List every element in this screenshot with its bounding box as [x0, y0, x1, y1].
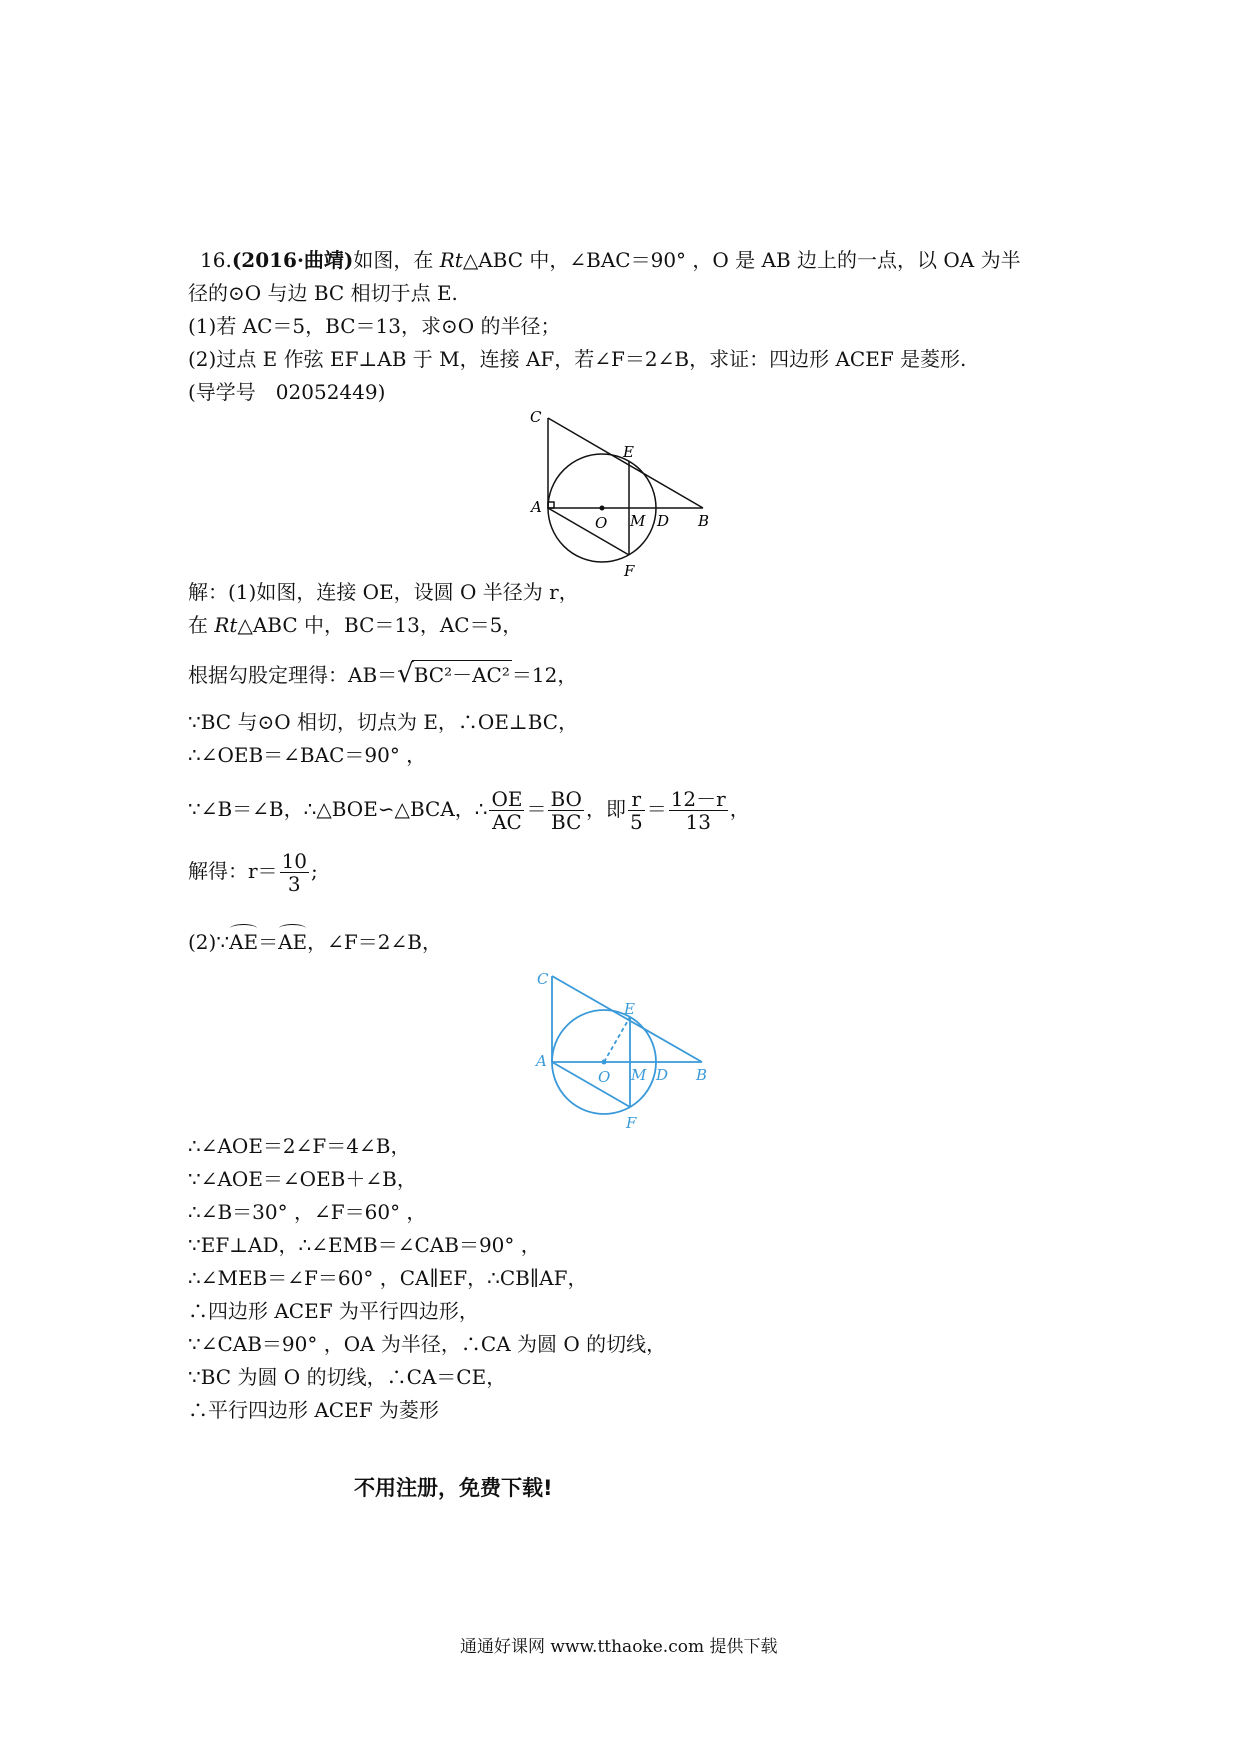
sol-text: ，即: [585, 797, 626, 821]
sol-line-4: ∵BC 与⊙O 相切，切点为 E，∴OE⊥BC，: [188, 710, 579, 734]
sol-text: ＝12，: [511, 663, 578, 687]
rt-italic: Rt: [439, 248, 463, 272]
arc-ae: AE: [278, 930, 308, 954]
sol2-line-3: ∴∠B＝30° ，∠F＝60° ，: [188, 1200, 427, 1224]
sol-text: 在: [188, 613, 215, 637]
sol2-line-9: ∴平行四边形 ACEF 为菱形: [188, 1398, 439, 1422]
sol-line-2: [188, 611, 522, 639]
fig2-label-a: A: [536, 1052, 547, 1070]
frac-num: r: [628, 788, 645, 811]
fraction-12r-13: [669, 788, 728, 833]
fraction-r-5: [628, 788, 645, 833]
fig2-label-e: E: [624, 1000, 635, 1018]
sol-text: ，: [729, 797, 750, 821]
problem-part-2: (2)过点 E 作弦 EF⊥AB 于 M，连接 AF，若∠F＝2∠B，求证：四边形 ACEF 是菱形.: [188, 347, 967, 371]
figure-2: [532, 966, 732, 1138]
sol2-line-2: ∵∠AOE＝∠OEB＋∠B，: [188, 1167, 417, 1191]
rt-italic: Rt: [214, 613, 238, 637]
fig2-label-b: B: [696, 1066, 708, 1084]
equals: ＝: [526, 797, 547, 821]
fig1-label-d: D: [657, 512, 670, 530]
sol2-line-4: ∵EF⊥AD，∴∠EMB＝∠CAB＝90° ，: [188, 1233, 541, 1257]
sol-text: △ABC 中，BC＝13，AC＝5，: [237, 613, 523, 637]
guide-number: (导学号 02052449): [188, 380, 386, 404]
fig1-label-b: B: [698, 512, 710, 530]
fig2-center-dot: [602, 1060, 607, 1065]
sol2-line-1: ∴∠AOE＝2∠F＝4∠B，: [188, 1134, 411, 1158]
fig2-label-c: C: [537, 970, 549, 988]
sol2-line-7: ∵∠CAB＝90° ，OA 为半径，∴CA 为圆 O 的切线，: [188, 1332, 667, 1356]
fig1-label-a: A: [531, 498, 542, 516]
sol-part-2-line: [188, 928, 442, 956]
frac-num: OE: [491, 787, 523, 811]
fig2-label-d: D: [656, 1066, 669, 1084]
sol-text: 根据勾股定理得：AB＝: [188, 663, 398, 687]
sol-line-5: ∴∠OEB＝∠BAC＝90° ，: [188, 743, 427, 767]
equals: ＝: [258, 930, 279, 954]
figure-1: [520, 404, 730, 584]
fig2-label-f: F: [626, 1114, 637, 1132]
sol2-line-8: ∵BC 为圆 O 的切线，∴CA＝CE，: [188, 1365, 507, 1389]
frac-den: 5: [629, 810, 643, 834]
frac-num: 10: [281, 849, 308, 873]
problem-source: (2016·曲靖): [231, 248, 354, 272]
problem-part-1: (1)若 AC＝5，BC＝13，求⊙O 的半径；: [188, 314, 561, 338]
sol-line-7: [188, 846, 318, 896]
radicand: BC²－AC²: [412, 660, 512, 689]
fig1-label-o: O: [595, 514, 608, 532]
arc-ae: AE: [229, 930, 259, 954]
problem-line-2: 径的⊙O 与边 BC 相切于点 E.: [188, 281, 458, 305]
sol-text: ;: [311, 859, 318, 883]
sol-line-6: [188, 784, 750, 834]
frac-den: AC: [492, 810, 522, 834]
problem-text-tail: △ABC 中，∠BAC＝90° ，O 是 AB 边上的一点，以 OA 为半: [462, 248, 1021, 272]
fig2-line-af: [552, 1062, 630, 1107]
sol-text: ，∠F＝2∠B，: [307, 930, 442, 954]
fig1-label-e: E: [623, 443, 634, 461]
fraction-bo-bc: [548, 788, 583, 833]
sol-text: 解得：r＝: [188, 859, 278, 883]
problem-number: 16.: [200, 248, 232, 272]
fraction-oe-ac: [489, 788, 524, 833]
sol-line-3: [188, 660, 577, 689]
fraction-10-3: [280, 850, 309, 895]
problem-line-1: [200, 246, 1021, 274]
fig1-label-c: C: [530, 408, 542, 426]
frac-num: BO: [550, 787, 582, 811]
sol-text: (2)∵: [188, 930, 230, 954]
radical-sign: √: [397, 659, 414, 689]
sol-line-1: 解：(1)如图，连接 OE，设圆 O 半径为 r，: [188, 580, 579, 604]
sol-text: ∵∠B＝∠B，∴△BOE∽△BCA，∴: [188, 797, 488, 821]
sol2-line-5: ∴∠MEB＝∠F＝60° ，CA∥EF，∴CB∥AF，: [188, 1266, 588, 1290]
frac-den: 13: [685, 810, 711, 834]
sol2-line-6: ∴四边形 ACEF 为平行四边形，: [188, 1299, 479, 1323]
frac-num: 12－r: [670, 787, 726, 811]
fig1-line-af: [548, 508, 629, 555]
equals: ＝: [646, 797, 667, 821]
download-ad: 不用注册，免费下载!: [354, 1476, 553, 1500]
fig2-line-oe-dashed: [604, 1017, 630, 1062]
page-footer: 通通好课网 www.tthaoke.com 提供下载: [460, 1637, 778, 1657]
fig1-center-dot: [600, 506, 605, 511]
fig1-label-m: M: [630, 512, 646, 530]
frac-den: BC: [551, 810, 582, 834]
fig2-label-m: M: [631, 1066, 647, 1084]
frac-den: 3: [287, 872, 301, 896]
problem-text: 如图，在: [353, 248, 440, 272]
fig1-label-f: F: [624, 562, 635, 580]
fig2-label-o: O: [598, 1068, 611, 1086]
